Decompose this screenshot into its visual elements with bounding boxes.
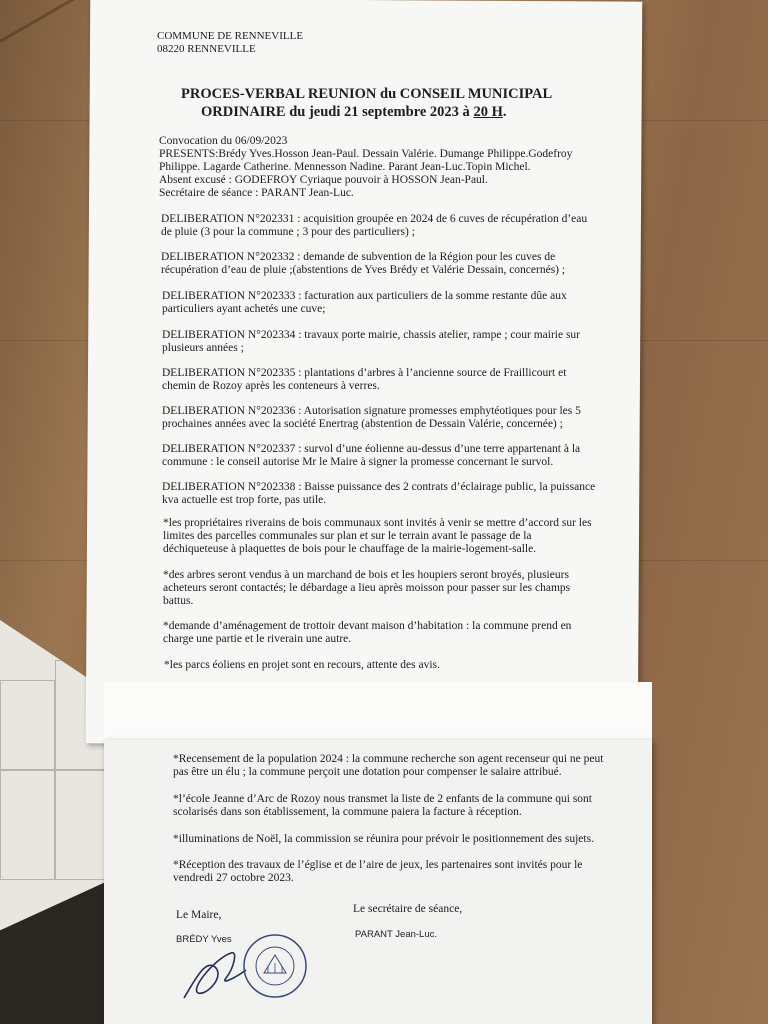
note-arbres-line-1: *des arbres seront vendus à un marchand de bois et les houpiers seront broyés, plusieurs	[163, 569, 569, 581]
note-bois-line-3: déchiqueteuse à plaquettes de bois pour le chauffage de la mairie-logement-salle.	[163, 543, 537, 555]
mayor-name: BRÉDY Yves	[176, 934, 232, 945]
note-arbres-line-2: acheteurs seront contactés; le débardage a lieu après moisson pour passer sur les champs	[163, 582, 571, 594]
paper-fold	[104, 682, 652, 744]
note-reception-line-1: *Réception des travaux de l’église et de l’aire de jeux, les partenaires sont invités pour le	[173, 859, 583, 871]
note-ecole-line-2: scolarisés dans son établissement, la commune paiera la facture à réception.	[173, 806, 522, 818]
deliberation-202335: DELIBERATION N°202335 : plantations d’arbres à l’ancienne source de Fraillicourt et	[162, 367, 567, 379]
commune-postal: 08220 RENNEVILLE	[157, 43, 256, 55]
title-time: 20 H	[473, 104, 503, 120]
deliberation-202336-cont: prochaines années avec la société Enertrag (abstention de Dessain Valérie, concernée) ;	[162, 418, 563, 430]
convocation: Convocation du 06/09/2023	[159, 135, 288, 147]
secretaire: Secrétaire de séance : PARANT Jean-Luc.	[159, 187, 354, 199]
note-recensement-line-2: pas être un élu ; la commune perçoit une dotation pour compenser le salaire attribué.	[173, 766, 562, 778]
deliberation-202334-cont: plusieurs années ;	[162, 342, 244, 354]
note-recensement-line-1: *Recensement de la population 2024 : la commune recherche son agent recenseur qui ne peut	[173, 753, 604, 765]
deliberation-202337: DELIBERATION N°202337 : survol d’une éolienne au-dessus d’une terre appartenant à la	[162, 443, 581, 455]
note-trottoir-line-1: *demande d’aménagement de trottoir devant maison d’habitation : la commune prend en	[163, 620, 572, 632]
absent-excuse: Absent excusé : GODEFROY Cyriaque pouvoir à HOSSON Jean-Paul.	[159, 174, 488, 186]
title-ordinaire: ORDINAIRE	[201, 104, 286, 120]
table-edge	[0, 0, 79, 43]
secretary-label: Le secrétaire de séance,	[353, 903, 463, 915]
note-ecole-line-1: *l’école Jeanne d’Arc de Rozoy nous transmet la liste de 2 enfants de la commune qui sont	[173, 793, 592, 805]
mairie-stamp	[242, 933, 308, 999]
deliberation-202332: DELIBERATION N°202332 : demande de subvention de la Région pour les cuves de	[161, 251, 556, 263]
deliberation-202333-cont: particuliers ayant achetés une cuve;	[162, 303, 326, 315]
deliberation-202331: DELIBERATION N°202331 : acquisition groupée en 2024 de 6 cuves de récupération d’eau	[161, 213, 588, 225]
deliberation-202334: DELIBERATION N°202334 : travaux porte mairie, chassis atelier, rampe ; cour mairie sur	[162, 329, 581, 341]
deliberation-202332-cont: récupération d’eau de pluie ;(abstentions de Yves Brédy et Valérie Dessain, concernés) ;	[161, 264, 566, 276]
note-arbres-line-3: battus.	[163, 595, 194, 607]
presents-line-2: Philippe. Lagarde Catherine. Mennesson Nadine. Parant Jean-Luc.Topin Michel.	[159, 161, 531, 173]
presents-line-1: PRESENTS:Brédy Yves.Hosson Jean-Paul. Dessain Valérie. Dumange Philippe.Godefroy	[159, 148, 573, 160]
note-bois-line-2: limites des parcelles communales sur plan et sur le terrain avant le passage de la	[163, 530, 532, 542]
deliberation-202337-cont: commune : le conseil autorise Mr le Maire à signer la promesse concernant le survol.	[162, 456, 554, 468]
deliberation-202338-cont: kva actuelle est trop forte, pas utile.	[162, 494, 327, 506]
title-line-1: PROCES-VERBAL REUNION du CONSEIL MUNICIPAL	[181, 86, 553, 102]
note-eoliens: *les parcs éoliens en projet sont en recours, attente des avis.	[164, 659, 440, 671]
mayor-label: Le Maire,	[176, 909, 222, 921]
title-line-2	[201, 103, 506, 121]
deliberation-202338: DELIBERATION N°202338 : Baisse puissance des 2 contrats d’éclairage public, la puissance	[162, 481, 596, 493]
note-illuminations: *illuminations de Noël, la commission se réunira pour prévoir le positionnement des sujets.	[173, 833, 594, 845]
deliberation-202335-cont: chemin de Rozoy après les conteneurs à verres.	[162, 380, 380, 392]
secretary-name: PARANT Jean-Luc.	[355, 929, 438, 940]
title-date: du jeudi 21 septembre 2023 à	[285, 104, 474, 120]
deliberation-202331-cont: de pluie (3 pour la commune ; 3 pour des particuliers) ;	[161, 226, 415, 238]
deliberation-202336: DELIBERATION N°202336 : Autorisation signature promesses emphytéotiques pour les 5	[162, 405, 581, 417]
commune-name: COMMUNE DE RENNEVILLE	[157, 30, 304, 42]
note-reception-line-2: vendredi 27 octobre 2023.	[173, 872, 294, 884]
deliberation-202333: DELIBERATION N°202333 : facturation aux particuliers de la somme restante dûe aux	[162, 290, 567, 302]
note-bois-line-1: *les propriétaires riverains de bois communaux sont invités à venir se mettre d’accord sur les	[163, 517, 592, 529]
note-trottoir-line-2: charge une partie et le riverain une autre.	[163, 633, 352, 645]
title-end: .	[502, 104, 507, 120]
